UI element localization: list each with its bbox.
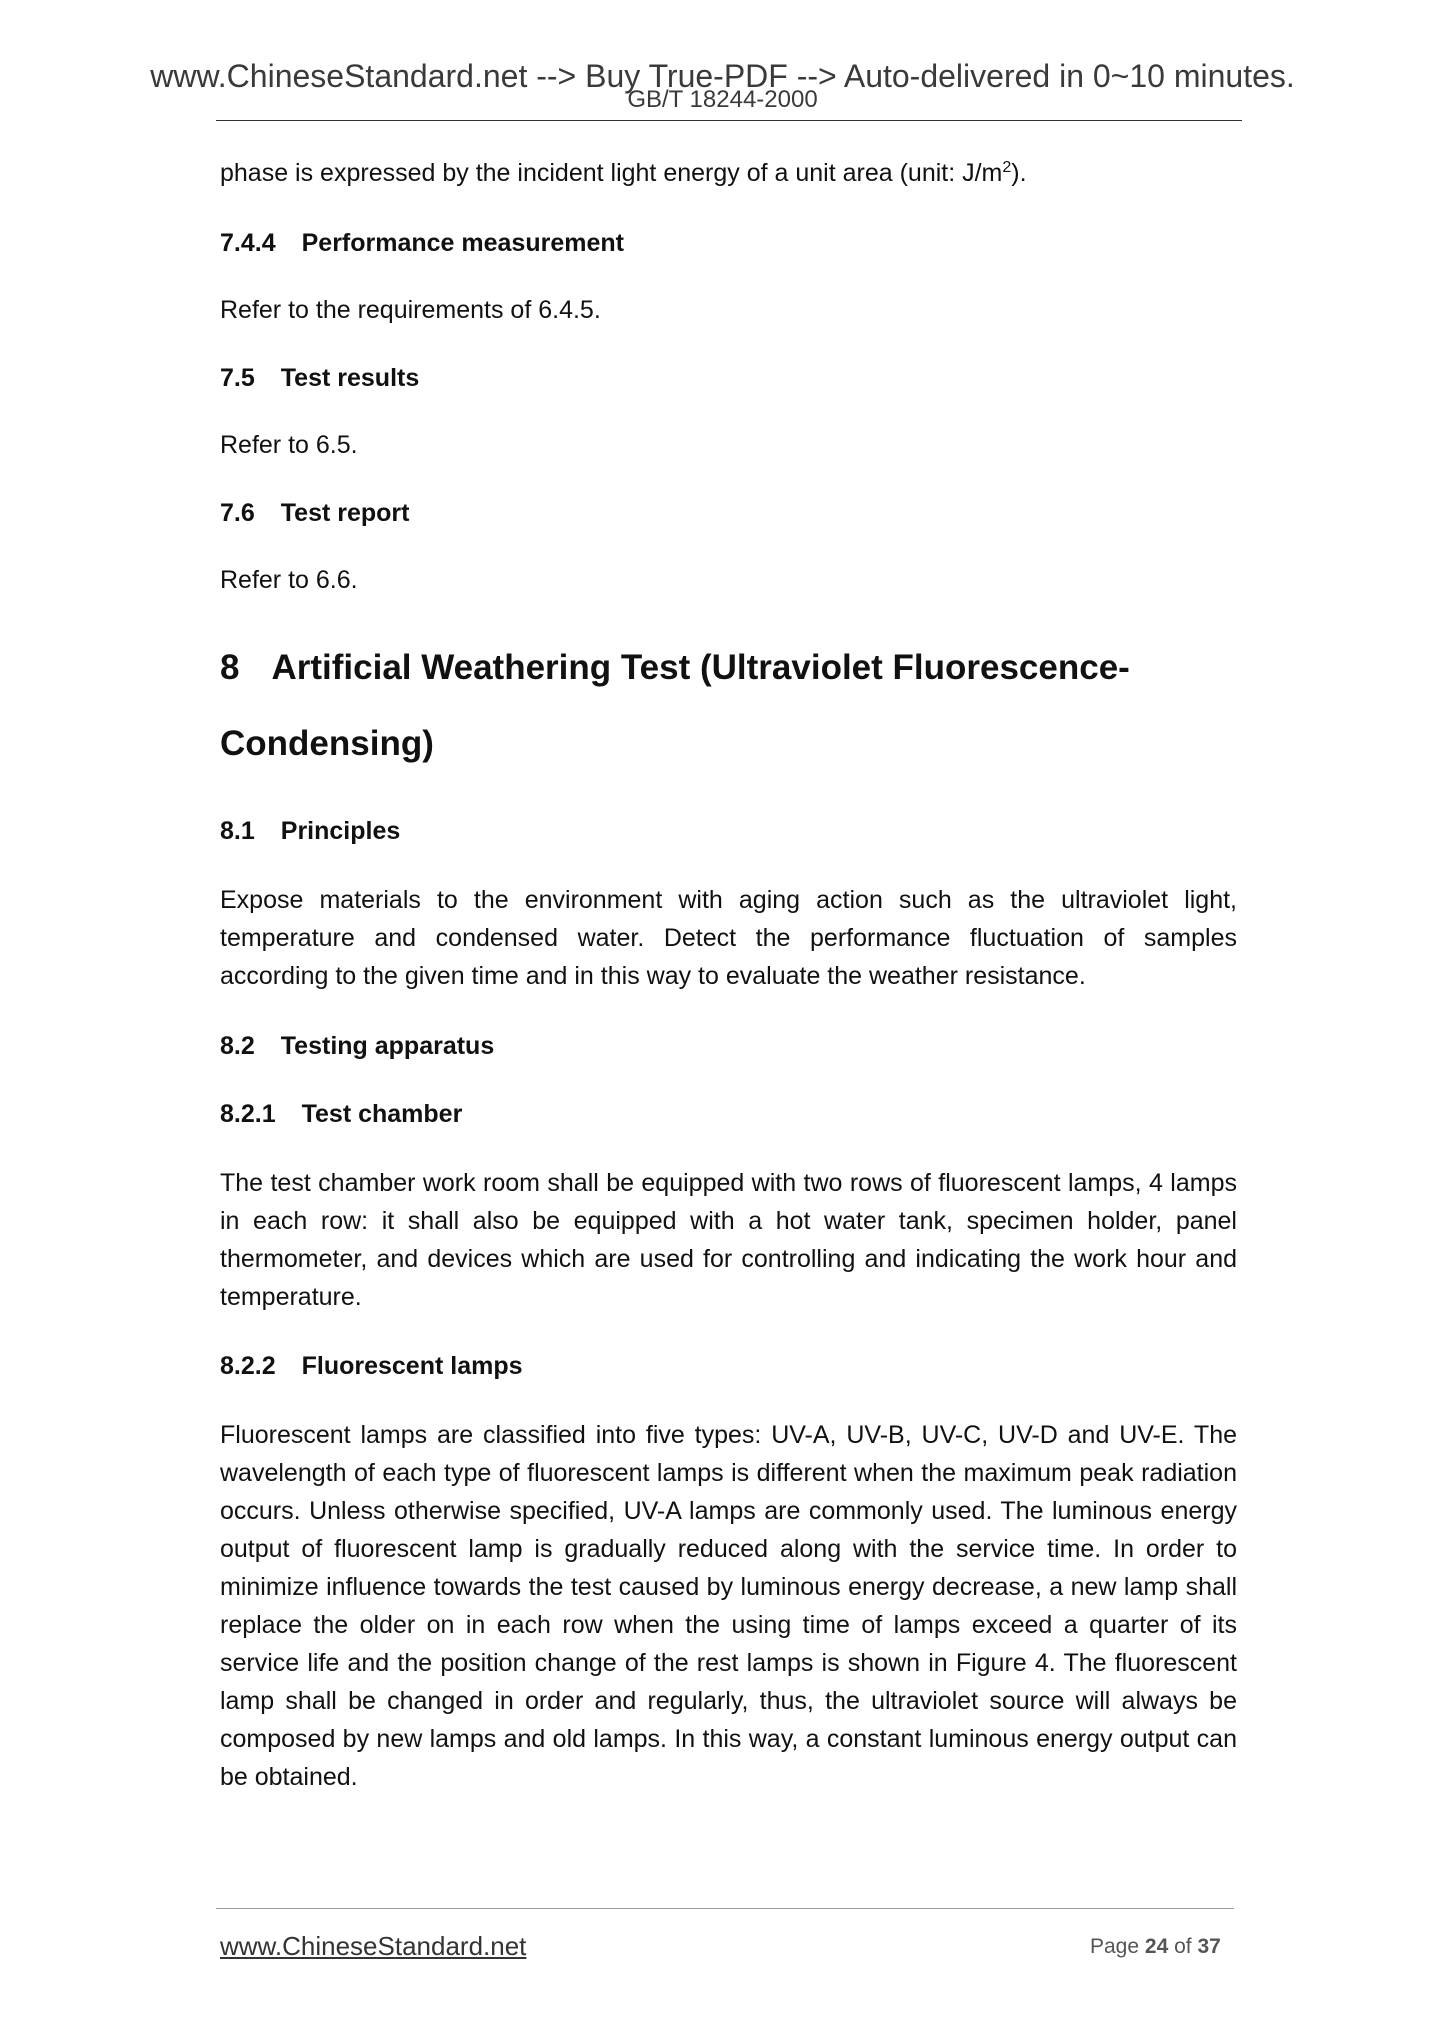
section-7-6-text: Refer to 6.6.: [220, 566, 358, 594]
document-code: GB/T 18244-2000: [627, 86, 818, 113]
section-number: 7.4.4: [220, 229, 276, 257]
section-title: Test results: [280, 364, 420, 392]
section-title: Principles: [280, 817, 401, 845]
header-banner: www.ChineseStandard.net --> Buy True-PDF --> Auto-delivered in 0~10 minutes.: [150, 58, 1295, 94]
chapter-8-heading-continued: [220, 723, 434, 765]
page-current: 24: [1144, 1935, 1169, 1958]
section-title: Testing apparatus: [280, 1032, 495, 1060]
header-divider: [216, 120, 1242, 121]
chapter-title-line-1: Artificial Weathering Test (Ultraviolet Fluorescence-: [271, 648, 1130, 687]
intro-tail: ).: [1011, 159, 1027, 187]
section-8-2-2-text: Fluorescent lamps are classified into five types: UV-A, UV-B, UV-C, UV-D and UV-E. The wavelength of each type of fluorescent lamps is different when the maximum peak radiation occurs. Unless otherwise specified, UV-A lamps are commonly used. The luminous energy output of fluorescent lamp is gradually reduced along with the service time. In order to minimize influence towards the test caused by luminous energy decrease, a new lamp shall replace the older on in each row when the using time of lamps exceed a quarter of its service life and the position change of the rest lamps is shown in Figure 4. The fluorescent lamp shall be changed in order and regularly, thus, the ultraviolet source will always be composed by new lamps and old lamps. In this way, a constant luminous energy output can be obtained.: [220, 1421, 1237, 1791]
section-7-5-heading: [220, 362, 419, 394]
chapter-8-heading: [220, 647, 1130, 689]
page-total: 37: [1197, 1935, 1221, 1958]
section-number: 8.1: [220, 817, 255, 845]
section-8-2-1-text: The test chamber work room shall be equipped with two rows of fluorescent lamps, 4 lamps in each row: it shall also be equipped with a hot water tank, specimen holder, panel thermometer, and devices which are used for controlling and indicating the work hour and temperature.: [220, 1169, 1237, 1311]
section-7-5-text: Refer to 6.5.: [220, 431, 358, 459]
section-8-2-1-heading: [220, 1098, 462, 1130]
section-number: 8.2.1: [220, 1100, 276, 1128]
chapter-title-line-2: Condensing): [220, 724, 434, 763]
section-title: Performance measurement: [301, 229, 624, 257]
page-indicator: [1090, 1933, 1221, 1961]
section-title: Test chamber: [301, 1100, 463, 1128]
section-8-1-heading: [220, 815, 400, 847]
section-8-2-heading: [220, 1030, 494, 1062]
section-title: Test report: [280, 499, 410, 527]
intro-paragraph: [220, 154, 1237, 192]
section-8-2-2-heading: [220, 1350, 523, 1382]
section-7-4-4-text: Refer to the requirements of 6.4.5.: [220, 296, 601, 324]
section-number: 7.5: [220, 364, 255, 392]
intro-text: phase is expressed by the incident light energy of a unit area (unit: J/m: [220, 159, 1003, 187]
section-number: 8.2: [220, 1032, 255, 1060]
footer-divider: [216, 1908, 1234, 1909]
chapter-number: 8: [220, 648, 240, 687]
page-of: of: [1174, 1935, 1192, 1958]
section-title: Fluorescent lamps: [301, 1352, 523, 1380]
section-7-6-heading: [220, 497, 410, 529]
section-number: 8.2.2: [220, 1352, 276, 1380]
section-number: 7.6: [220, 499, 255, 527]
intro-superscript: 2: [1002, 159, 1012, 176]
section-7-4-4-heading: [220, 227, 624, 259]
section-8-1-text: Expose materials to the environment with aging action such as the ultraviolet light, temperature and condensed water. Detect the performance fluctuation of samples according to the given time and in this way to evaluate the weather resistance.: [220, 886, 1237, 990]
page-label: Page: [1090, 1935, 1140, 1958]
footer-website-link[interactable]: www.ChineseStandard.net: [220, 1931, 527, 1961]
